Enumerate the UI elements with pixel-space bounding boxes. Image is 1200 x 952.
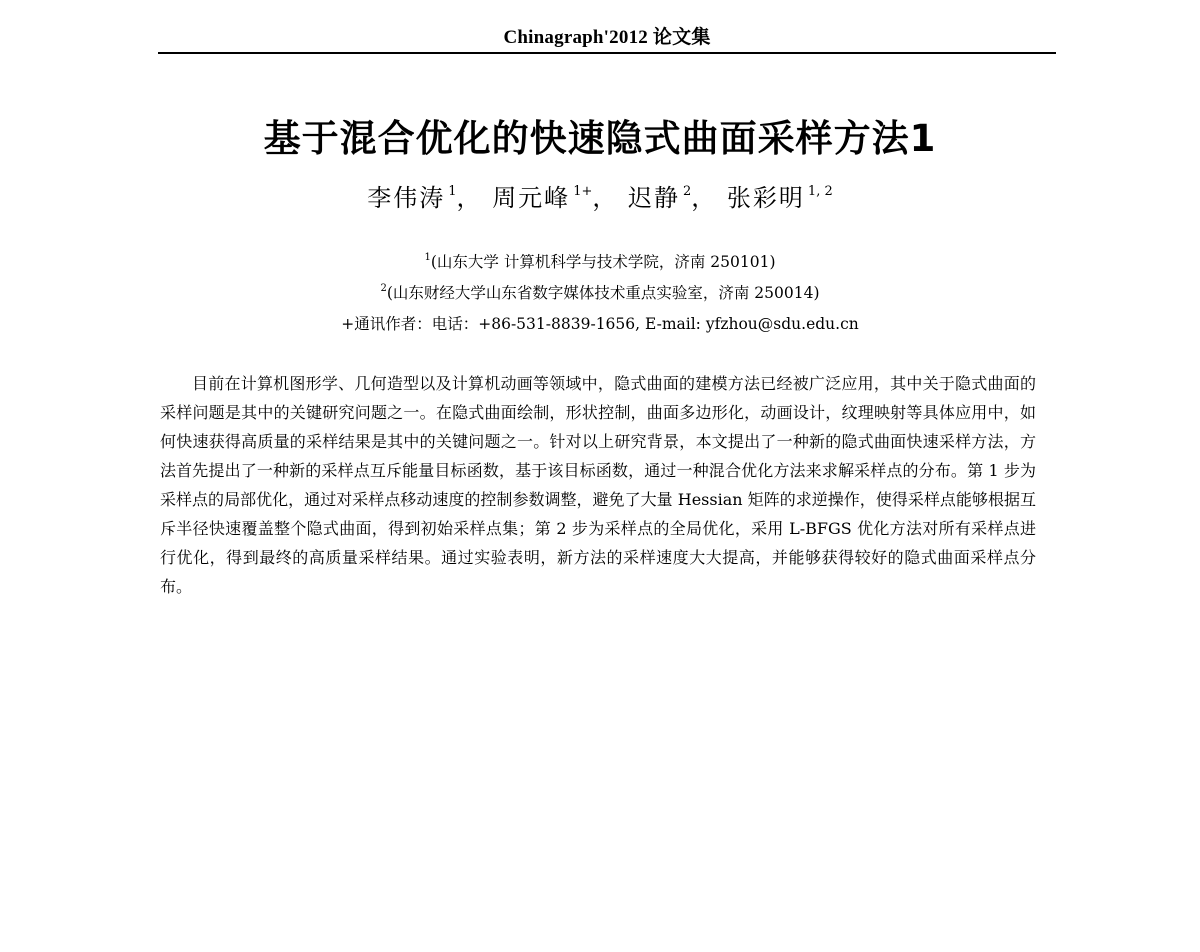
affiliation-2 <box>0 281 1200 303</box>
author-affiliation-marker: 1, 2 <box>807 184 833 199</box>
affiliation-marker: 1 <box>424 252 431 263</box>
header-rule <box>158 52 1056 54</box>
author-affiliation-marker: 1 <box>448 184 457 199</box>
affiliation-marker: 2 <box>380 283 387 294</box>
corresponding-author-contact: +通讯作者：电话：+86-531-8839-1656, E-mail: yfzhou@sdu.edu.cn <box>341 315 859 333</box>
author-separator: ， <box>592 184 619 212</box>
author-name: 李伟涛 <box>367 184 446 212</box>
affiliation-text: (山东大学 计算机科学与技术学院，济南 250101) <box>430 253 776 271</box>
abstract-paragraph: 目前在计算机图形学、几何造型以及计算机动画等领域中，隐式曲面的建模方法已经被广泛应用，其中关于隐式曲面的采样问题是其中的关键研究问题之一。在隐式曲面绘制，形状控制，曲面多边形化，动画设计，纹理映射等具体应用中，如何快速获得高质量的采样结果是其中的关键问题之一。针对以上研究背景，本文提出了一种新的隐式曲面快速采样方法，方法首先提出了一种新的采样点互斥能量目标函数，基于该目标函数，通过一种混合优化方法来求解采样点的分布。第 1 步为采样点的局部优化，通过对采样点移动速度的控制参数调整，避免了大量 Hessian 矩阵的求逆操作，使得采样点能够根据互斥半径快速覆盖整个隐式曲面，得到初始采样点集；第 2 步为采样点的全局优化，采用 L-BFGS 优化方法对所有采样点进行优化，得到最终的高质量采样结果。通过实验表明，新方法的采样速度大大提高，并能够获得较好的隐式曲面采样点分布。 <box>160 374 1036 596</box>
author-name: 张彩明 <box>726 184 805 212</box>
author-list <box>0 178 1200 213</box>
author-separator: ， <box>456 184 483 212</box>
author-name: 迟静 <box>628 184 680 212</box>
running-header: Chinagraph'2012 论文集 <box>503 27 711 48</box>
author-name: 周元峰 <box>492 184 571 212</box>
affiliation-1 <box>0 250 1200 272</box>
author-affiliation-marker: 2 <box>683 184 692 199</box>
affiliation-text: (山东财经大学山东省数字媒体技术重点实验室，济南 250014) <box>386 284 820 302</box>
author-affiliation-marker: 1+ <box>573 184 593 199</box>
paper-title: 基于混合优化的快速隐式曲面采样方法1 <box>263 117 937 160</box>
author-separator: ， <box>691 184 718 212</box>
